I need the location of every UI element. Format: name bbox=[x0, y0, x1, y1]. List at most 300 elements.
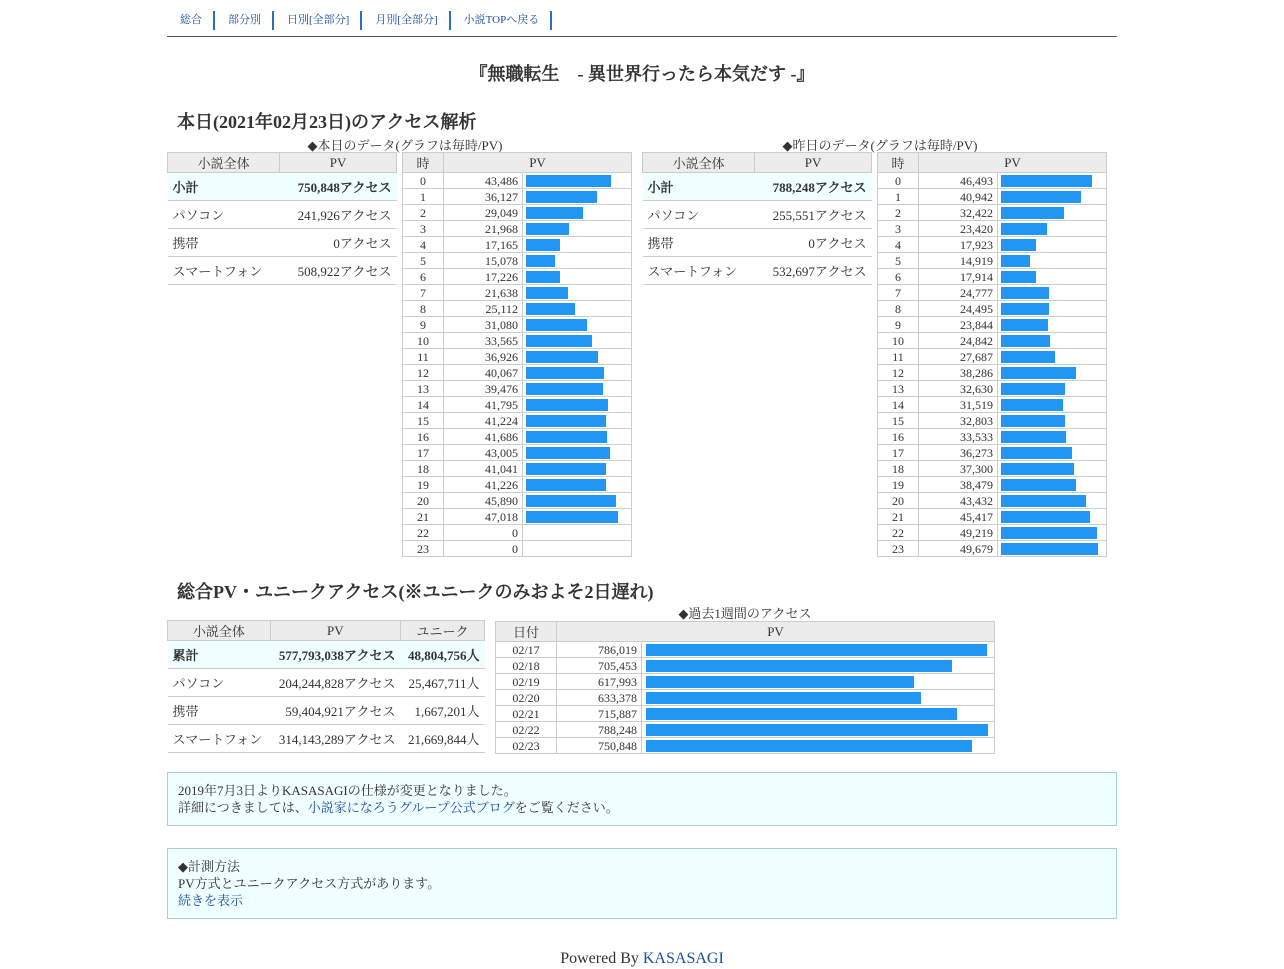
bar-cell bbox=[998, 397, 1107, 413]
pv-value: 43,005 bbox=[444, 445, 523, 461]
pv-bar bbox=[526, 399, 608, 411]
hour-label: 18 bbox=[403, 461, 444, 477]
summary-header-novel: 小説全体 bbox=[168, 153, 280, 173]
measurement-text: PV方式とユニークアクセス方式があります。 bbox=[178, 876, 441, 891]
chart-row bbox=[496, 738, 995, 754]
chart-row bbox=[878, 477, 1107, 493]
pv-value: 17,226 bbox=[444, 269, 523, 285]
summary-header-novel: 小説全体 bbox=[643, 153, 755, 173]
weekly-header-pv: PV bbox=[557, 622, 995, 642]
chart-row bbox=[403, 365, 632, 381]
chart-row bbox=[403, 237, 632, 253]
row-value: 0アクセス bbox=[755, 229, 872, 257]
row-label: スマートフォン bbox=[643, 257, 755, 285]
bar-cell bbox=[998, 445, 1107, 461]
bar-cell bbox=[523, 525, 632, 541]
pv-bar bbox=[526, 271, 560, 283]
bar-cell bbox=[998, 477, 1107, 493]
bar-cell bbox=[998, 253, 1107, 269]
pv-value: 39,476 bbox=[444, 381, 523, 397]
total-header-novel: 小説全体 bbox=[168, 621, 271, 641]
hour-label: 1 bbox=[878, 189, 919, 205]
chart-row bbox=[403, 493, 632, 509]
pv-bar bbox=[1001, 335, 1050, 347]
pv-value: 33,565 bbox=[444, 333, 523, 349]
hour-label: 2 bbox=[403, 205, 444, 221]
bar-cell bbox=[523, 541, 632, 557]
hour-label: 0 bbox=[878, 173, 919, 189]
hour-label: 13 bbox=[878, 381, 919, 397]
pv-value: 17,914 bbox=[919, 269, 998, 285]
row-label: パソコン bbox=[643, 201, 755, 229]
bar-cell bbox=[523, 221, 632, 237]
nav-item-by-part[interactable] bbox=[215, 11, 274, 30]
pv-bar bbox=[646, 644, 987, 656]
bar-cell bbox=[998, 365, 1107, 381]
bar-cell bbox=[998, 221, 1107, 237]
hour-label: 7 bbox=[878, 285, 919, 301]
hour-label: 12 bbox=[878, 365, 919, 381]
measurement-title: ◆計測方法 bbox=[178, 859, 240, 874]
hourly-header-pv: PV bbox=[444, 153, 632, 173]
chart-row bbox=[403, 461, 632, 477]
bar-cell bbox=[523, 445, 632, 461]
table-row bbox=[168, 669, 485, 697]
table-row bbox=[643, 257, 872, 285]
row-unique: 25,467,711人 bbox=[401, 669, 485, 697]
bar-cell bbox=[998, 429, 1107, 445]
pv-bar bbox=[1001, 527, 1097, 539]
pv-value: 41,226 bbox=[444, 477, 523, 493]
notice-line2-post: をご覧ください。 bbox=[514, 800, 619, 815]
chart-row bbox=[403, 381, 632, 397]
chart-row bbox=[878, 237, 1107, 253]
pv-bar bbox=[646, 740, 972, 752]
weekly-caption: ◆過去1週間のアクセス bbox=[678, 606, 812, 621]
bar-cell bbox=[998, 269, 1107, 285]
chart-row bbox=[878, 269, 1107, 285]
chart-row bbox=[878, 173, 1107, 189]
row-value: 508,922アクセス bbox=[280, 257, 397, 285]
yesterday-caption: ◆昨日のデータ(グラフは毎時/PV) bbox=[782, 138, 978, 153]
chart-row bbox=[403, 509, 632, 525]
pv-value: 45,417 bbox=[919, 509, 998, 525]
pv-bar bbox=[526, 335, 592, 347]
bar-cell bbox=[998, 541, 1107, 557]
row-unique: 48,804,756人 bbox=[401, 641, 485, 669]
pv-bar bbox=[1001, 207, 1064, 219]
hour-label: 20 bbox=[403, 493, 444, 509]
pv-bar bbox=[526, 223, 569, 235]
bar-cell bbox=[998, 285, 1107, 301]
chart-row bbox=[878, 205, 1107, 221]
total-heading: 総合PV・ユニークアクセス(※ユニークのみおよそ2日遅れ) bbox=[177, 582, 654, 602]
pv-value: 17,923 bbox=[919, 237, 998, 253]
pv-value: 24,842 bbox=[919, 333, 998, 349]
pv-bar bbox=[1001, 495, 1086, 507]
pv-bar bbox=[1001, 543, 1098, 555]
nav-item-daily[interactable] bbox=[274, 11, 362, 30]
table-row bbox=[643, 229, 872, 257]
pv-value: 29,049 bbox=[444, 205, 523, 221]
pv-bar bbox=[646, 724, 988, 736]
pv-bar bbox=[1001, 383, 1065, 395]
hour-label: 9 bbox=[403, 317, 444, 333]
pv-value: 21,638 bbox=[444, 285, 523, 301]
hour-label: 6 bbox=[403, 269, 444, 285]
pv-value: 14,919 bbox=[919, 253, 998, 269]
pv-bar bbox=[526, 207, 583, 219]
chart-row bbox=[878, 413, 1107, 429]
pv-value: 31,080 bbox=[444, 317, 523, 333]
chart-row bbox=[878, 285, 1107, 301]
pv-bar bbox=[646, 676, 914, 688]
pv-value: 32,422 bbox=[919, 205, 998, 221]
pv-bar bbox=[1001, 511, 1090, 523]
nav-link-daily[interactable]: 日別[全部分] bbox=[287, 14, 350, 26]
pv-bar bbox=[526, 415, 606, 427]
pv-value: 31,519 bbox=[919, 397, 998, 413]
pv-value: 23,844 bbox=[919, 317, 998, 333]
hour-label: 1 bbox=[403, 189, 444, 205]
pv-value: 41,224 bbox=[444, 413, 523, 429]
chart-row bbox=[878, 493, 1107, 509]
footer bbox=[167, 950, 1117, 968]
date-label: 02/18 bbox=[496, 658, 557, 674]
chart-row bbox=[403, 205, 632, 221]
bar-cell bbox=[523, 509, 632, 525]
table-row bbox=[168, 641, 485, 669]
chart-row bbox=[403, 397, 632, 413]
bar-cell bbox=[642, 690, 995, 706]
pv-value: 0 bbox=[444, 541, 523, 557]
pv-bar bbox=[1001, 287, 1049, 299]
today-hourly-table bbox=[402, 152, 632, 557]
chart-row bbox=[403, 445, 632, 461]
bar-cell bbox=[642, 722, 995, 738]
hour-label: 16 bbox=[878, 429, 919, 445]
pv-bar bbox=[526, 479, 606, 491]
pv-value: 43,432 bbox=[919, 493, 998, 509]
chart-row bbox=[878, 333, 1107, 349]
pv-bar bbox=[526, 191, 597, 203]
pv-bar bbox=[526, 463, 606, 475]
pv-bar bbox=[526, 367, 604, 379]
pv-value: 21,968 bbox=[444, 221, 523, 237]
pv-value: 32,630 bbox=[919, 381, 998, 397]
kasasagi-link[interactable]: KASASAGI bbox=[642, 950, 724, 967]
row-unique: 21,669,844人 bbox=[401, 725, 485, 753]
table-row bbox=[643, 201, 872, 229]
pv-bar bbox=[526, 239, 560, 251]
pv-value: 750,848 bbox=[557, 738, 642, 754]
date-label: 02/21 bbox=[496, 706, 557, 722]
top-nav bbox=[167, 0, 1117, 37]
nav-link-summary[interactable]: 総合 bbox=[180, 14, 202, 26]
row-pv: 314,143,289アクセス bbox=[270, 725, 400, 753]
table-row bbox=[168, 257, 397, 285]
pv-bar bbox=[1001, 367, 1076, 379]
hour-label: 4 bbox=[878, 237, 919, 253]
hour-label: 9 bbox=[878, 317, 919, 333]
pv-value: 23,420 bbox=[919, 221, 998, 237]
chart-row bbox=[496, 690, 995, 706]
hour-label: 14 bbox=[878, 397, 919, 413]
pv-value: 786,019 bbox=[557, 642, 642, 658]
hour-label: 16 bbox=[403, 429, 444, 445]
table-row bbox=[643, 173, 872, 201]
today-caption: ◆本日のデータ(グラフは毎時/PV) bbox=[307, 138, 503, 153]
chart-row bbox=[403, 221, 632, 237]
pv-value: 47,018 bbox=[444, 509, 523, 525]
chart-row bbox=[878, 397, 1107, 413]
pv-bar bbox=[1001, 431, 1066, 443]
table-row bbox=[168, 725, 485, 753]
chart-row bbox=[878, 381, 1107, 397]
row-value: 532,697アクセス bbox=[755, 257, 872, 285]
bar-cell bbox=[998, 413, 1107, 429]
chart-row bbox=[403, 301, 632, 317]
table-row bbox=[168, 173, 397, 201]
pv-bar bbox=[526, 255, 555, 267]
bar-cell bbox=[523, 317, 632, 333]
pv-bar bbox=[526, 431, 607, 443]
bar-cell bbox=[523, 477, 632, 493]
hour-label: 15 bbox=[878, 413, 919, 429]
bar-cell bbox=[642, 658, 995, 674]
hour-label: 18 bbox=[878, 461, 919, 477]
pv-value: 17,165 bbox=[444, 237, 523, 253]
bar-cell bbox=[998, 525, 1107, 541]
weekly-header-date: 日付 bbox=[496, 622, 557, 642]
bar-cell bbox=[998, 381, 1107, 397]
hour-label: 17 bbox=[403, 445, 444, 461]
footer-prefix: Powered By bbox=[560, 950, 643, 967]
pv-bar bbox=[646, 692, 921, 704]
table-row bbox=[168, 697, 485, 725]
bar-cell bbox=[998, 349, 1107, 365]
pv-value: 49,679 bbox=[919, 541, 998, 557]
pv-value: 38,286 bbox=[919, 365, 998, 381]
pv-value: 36,273 bbox=[919, 445, 998, 461]
hour-label: 3 bbox=[878, 221, 919, 237]
row-pv: 577,793,038アクセス bbox=[270, 641, 400, 669]
bar-cell bbox=[998, 237, 1107, 253]
row-label: 累計 bbox=[168, 641, 271, 669]
row-value: 750,848アクセス bbox=[280, 173, 397, 201]
bar-cell bbox=[523, 205, 632, 221]
pv-value: 40,067 bbox=[444, 365, 523, 381]
pv-value: 715,887 bbox=[557, 706, 642, 722]
bar-cell bbox=[523, 301, 632, 317]
row-label: スマートフォン bbox=[168, 725, 271, 753]
measurement-notice bbox=[167, 848, 1117, 919]
hour-label: 15 bbox=[403, 413, 444, 429]
hour-label: 10 bbox=[878, 333, 919, 349]
chart-row bbox=[496, 674, 995, 690]
bar-cell bbox=[998, 189, 1107, 205]
show-more-link[interactable]: 続きを表示 bbox=[178, 893, 244, 908]
row-label: スマートフォン bbox=[168, 257, 280, 285]
pv-value: 788,248 bbox=[557, 722, 642, 738]
row-value: 255,551アクセス bbox=[755, 201, 872, 229]
chart-row bbox=[496, 658, 995, 674]
row-label: 携帯 bbox=[168, 697, 271, 725]
row-pv: 204,244,828アクセス bbox=[270, 669, 400, 697]
chart-row bbox=[878, 445, 1107, 461]
bar-cell bbox=[998, 461, 1107, 477]
nav-item-novel-top[interactable] bbox=[451, 11, 553, 30]
total-header-pv: PV bbox=[270, 621, 400, 641]
chart-row bbox=[403, 413, 632, 429]
pv-bar bbox=[526, 383, 603, 395]
hour-label: 17 bbox=[878, 445, 919, 461]
summary-header-pv: PV bbox=[755, 153, 872, 173]
pv-bar bbox=[1001, 303, 1049, 315]
pv-value: 36,926 bbox=[444, 349, 523, 365]
chart-row bbox=[403, 253, 632, 269]
weekly-table bbox=[495, 621, 995, 754]
hour-label: 13 bbox=[403, 381, 444, 397]
pv-value: 24,495 bbox=[919, 301, 998, 317]
bar-cell bbox=[998, 205, 1107, 221]
pv-bar bbox=[646, 660, 952, 672]
hour-label: 20 bbox=[878, 493, 919, 509]
chart-row bbox=[403, 333, 632, 349]
chart-row bbox=[878, 317, 1107, 333]
date-label: 02/19 bbox=[496, 674, 557, 690]
bar-cell bbox=[523, 269, 632, 285]
bar-cell bbox=[523, 285, 632, 301]
row-label: 小計 bbox=[168, 173, 280, 201]
bar-cell bbox=[523, 189, 632, 205]
bar-cell bbox=[523, 429, 632, 445]
bar-cell bbox=[998, 333, 1107, 349]
blog-link[interactable]: 小説家になろうグループ公式ブログ bbox=[307, 800, 515, 815]
pv-value: 633,378 bbox=[557, 690, 642, 706]
hour-label: 22 bbox=[878, 525, 919, 541]
bar-cell bbox=[523, 237, 632, 253]
spec-change-notice bbox=[167, 772, 1117, 826]
hourly-header-hour: 時 bbox=[878, 153, 919, 173]
bar-cell bbox=[523, 397, 632, 413]
pv-bar bbox=[526, 319, 587, 331]
hour-label: 19 bbox=[878, 477, 919, 493]
date-label: 02/22 bbox=[496, 722, 557, 738]
pv-bar bbox=[526, 495, 616, 507]
row-unique: 1,667,201人 bbox=[401, 697, 485, 725]
today-summary-table bbox=[167, 152, 397, 285]
nav-link-novel-top[interactable]: 小説TOPへ戻る bbox=[463, 14, 540, 26]
bar-cell bbox=[998, 301, 1107, 317]
pv-value: 33,533 bbox=[919, 429, 998, 445]
bar-cell bbox=[523, 461, 632, 477]
hour-label: 22 bbox=[403, 525, 444, 541]
pv-bar bbox=[1001, 399, 1063, 411]
bar-cell bbox=[523, 173, 632, 189]
hour-label: 0 bbox=[403, 173, 444, 189]
pv-value: 24,777 bbox=[919, 285, 998, 301]
pv-value: 46,493 bbox=[919, 173, 998, 189]
chart-row bbox=[403, 269, 632, 285]
chart-row bbox=[403, 477, 632, 493]
pv-bar bbox=[1001, 239, 1036, 251]
bar-cell bbox=[523, 349, 632, 365]
hour-label: 3 bbox=[403, 221, 444, 237]
row-label: パソコン bbox=[168, 201, 280, 229]
hourly-header-hour: 時 bbox=[403, 153, 444, 173]
notice-line2-pre: 詳細につきましては、 bbox=[178, 800, 308, 815]
bar-cell bbox=[523, 365, 632, 381]
pv-value: 49,219 bbox=[919, 525, 998, 541]
row-label: 携帯 bbox=[643, 229, 755, 257]
pv-value: 27,687 bbox=[919, 349, 998, 365]
chart-row bbox=[878, 525, 1107, 541]
bar-cell bbox=[523, 493, 632, 509]
table-row bbox=[168, 201, 397, 229]
chart-row bbox=[496, 706, 995, 722]
pv-value: 41,686 bbox=[444, 429, 523, 445]
row-pv: 59,404,921アクセス bbox=[270, 697, 400, 725]
total-table bbox=[167, 620, 485, 753]
pv-bar bbox=[526, 351, 598, 363]
chart-row bbox=[403, 525, 632, 541]
nav-item-monthly[interactable] bbox=[362, 11, 450, 30]
pv-bar bbox=[1001, 271, 1036, 283]
pv-bar bbox=[526, 511, 618, 523]
chart-row bbox=[403, 317, 632, 333]
pv-bar bbox=[1001, 319, 1048, 331]
bar-cell bbox=[642, 642, 995, 658]
nav-link-monthly[interactable]: 月別[全部分] bbox=[375, 14, 438, 26]
nav-link-by-part[interactable]: 部分別 bbox=[228, 14, 261, 26]
nav-item-summary[interactable] bbox=[167, 11, 215, 30]
date-label: 02/23 bbox=[496, 738, 557, 754]
hour-label: 21 bbox=[878, 509, 919, 525]
pv-value: 40,942 bbox=[919, 189, 998, 205]
hour-label: 23 bbox=[878, 541, 919, 557]
hour-label: 23 bbox=[403, 541, 444, 557]
pv-bar bbox=[526, 175, 611, 187]
chart-row bbox=[878, 541, 1107, 557]
pv-bar bbox=[1001, 191, 1081, 203]
pv-bar bbox=[526, 287, 568, 299]
notice-line1: 2019年7月3日よりKASASAGIの仕様が変更となりました。 bbox=[178, 783, 517, 798]
today-heading: 本日(2021年02月23日)のアクセス解析 bbox=[177, 112, 477, 132]
hour-label: 4 bbox=[403, 237, 444, 253]
summary-header-pv: PV bbox=[280, 153, 397, 173]
bar-cell bbox=[998, 317, 1107, 333]
pv-bar bbox=[526, 447, 610, 459]
pv-value: 37,300 bbox=[919, 461, 998, 477]
chart-row bbox=[878, 429, 1107, 445]
hour-label: 6 bbox=[878, 269, 919, 285]
pv-value: 41,795 bbox=[444, 397, 523, 413]
pv-bar bbox=[1001, 463, 1074, 475]
pv-value: 0 bbox=[444, 525, 523, 541]
date-label: 02/17 bbox=[496, 642, 557, 658]
pv-bar bbox=[1001, 223, 1047, 235]
yesterday-summary-table bbox=[642, 152, 872, 285]
bar-cell bbox=[523, 253, 632, 269]
chart-row bbox=[878, 349, 1107, 365]
hour-label: 5 bbox=[878, 253, 919, 269]
chart-row bbox=[403, 173, 632, 189]
pv-bar bbox=[1001, 447, 1072, 459]
pv-value: 617,993 bbox=[557, 674, 642, 690]
bar-cell bbox=[523, 413, 632, 429]
bar-cell bbox=[998, 173, 1107, 189]
